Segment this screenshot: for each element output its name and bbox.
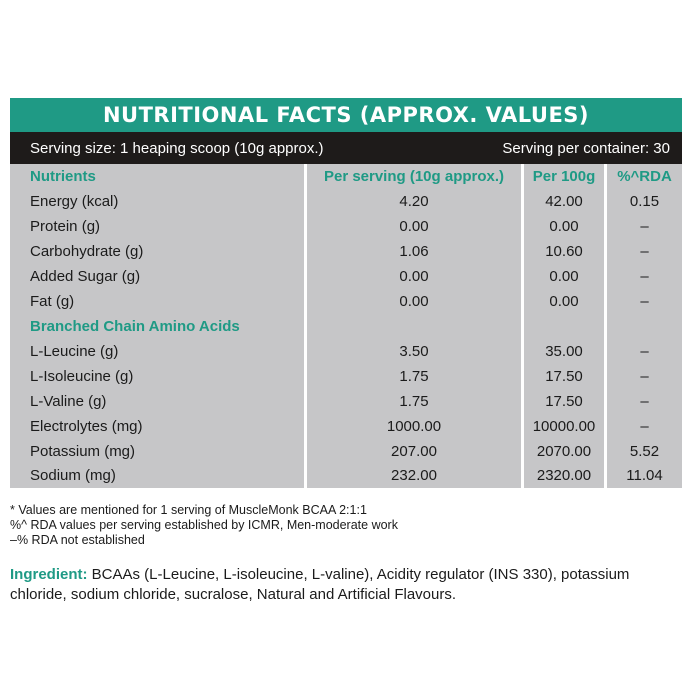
footnotes [10,503,398,548]
row-rda: – [640,243,649,260]
footnote: %^ RDA values per serving established by ICMR, Men-moderate work [10,518,398,532]
serving-bar [10,132,682,164]
footnote: * Values are mentioned for 1 serving of MuscleMonk BCAA 2:1:1 [10,503,367,517]
row-name: Fat (g) [30,293,75,310]
row-per-serving: 232.00 [391,467,437,484]
table-row [10,189,682,214]
table-row [10,389,682,414]
panel-title: NUTRITIONAL FACTS (APPROX. VALUES) [10,98,682,132]
row-per-100g: 0.00 [549,268,579,285]
row-name: Sodium (mg) [30,467,116,484]
row-rda: – [640,418,649,435]
row-per-serving: 1.75 [399,393,429,410]
row-name: Added Sugar (g) [30,268,141,285]
row-per-100g: 10.60 [545,243,583,260]
table-row [10,439,682,464]
row-per-serving: 1000.00 [386,418,442,435]
row-rda: 5.52 [629,443,660,460]
ingredient-label: Ingredient: [10,566,88,583]
header-rda: %^RDA [617,168,672,185]
row-name: L-Isoleucine (g) [30,368,134,385]
row-name: L-Leucine (g) [30,343,119,360]
row-per-100g: 17.50 [545,393,583,410]
nutrition-table [10,164,682,488]
nutrition-panel [10,98,682,488]
serving-per-container: Serving per container: 30 [502,139,670,157]
row-per-serving: 0.00 [399,218,429,235]
row-rda: – [640,368,649,385]
footnote: –% RDA not established [10,533,145,547]
row-rda: – [640,343,649,360]
table-row [10,214,682,239]
row-rda: – [640,268,649,285]
row-per-serving: 207.00 [391,443,437,460]
row-name: L-Valine (g) [30,393,107,410]
row-per-100g: 0.00 [549,293,579,310]
row-per-serving: 0.00 [399,293,429,310]
row-per-serving: 1.06 [399,243,429,260]
row-per-serving: 3.50 [399,343,429,360]
header-per-serving: Per serving (10g approx.) [323,168,505,185]
table-row [10,289,682,314]
row-per-serving: 0.00 [399,268,429,285]
ingredient-list: BCAAs (L-Leucine, L-isoleucine, L-valine), Acidity regulator (INS 330), potassium chloride, sodium chloride, sucralose, Natural and Artificial Flavours. [10,566,630,603]
row-per-serving: 1.75 [399,368,429,385]
table-row [10,463,682,488]
row-name: Potassium (mg) [30,443,136,460]
row-name: Energy (kcal) [30,193,119,210]
table-row [10,414,682,439]
row-per-100g: 0.00 [549,218,579,235]
row-rda: 0.15 [629,193,660,210]
serving-size: Serving size: 1 heaping scoop (10g approx.) [30,139,324,157]
table-row [10,364,682,389]
table-row [10,339,682,364]
row-per-100g: 10000.00 [532,418,596,435]
table-row [10,264,682,289]
row-name: Protein (g) [30,218,101,235]
header-nutrients: Nutrients [30,168,96,185]
row-rda: – [640,218,649,235]
row-name: Carbohydrate (g) [30,243,144,260]
ingredient-text [10,565,680,605]
table-row [10,239,682,264]
row-per-serving: 4.20 [399,193,429,210]
section-bcaa-title: Branched Chain Amino Acids [30,318,240,335]
section-header-row [10,314,682,339]
row-name: Electrolytes (mg) [30,418,143,435]
row-per-100g: 2070.00 [536,443,592,460]
row-per-100g: 2320.00 [536,467,592,484]
table-header-row [10,164,682,189]
row-per-100g: 35.00 [545,343,583,360]
header-per-100g: Per 100g [532,168,596,185]
row-per-100g: 17.50 [545,368,583,385]
row-rda: 11.04 [626,467,663,484]
row-rda: – [640,393,649,410]
row-rda: – [640,293,649,310]
row-per-100g: 42.00 [545,193,583,210]
